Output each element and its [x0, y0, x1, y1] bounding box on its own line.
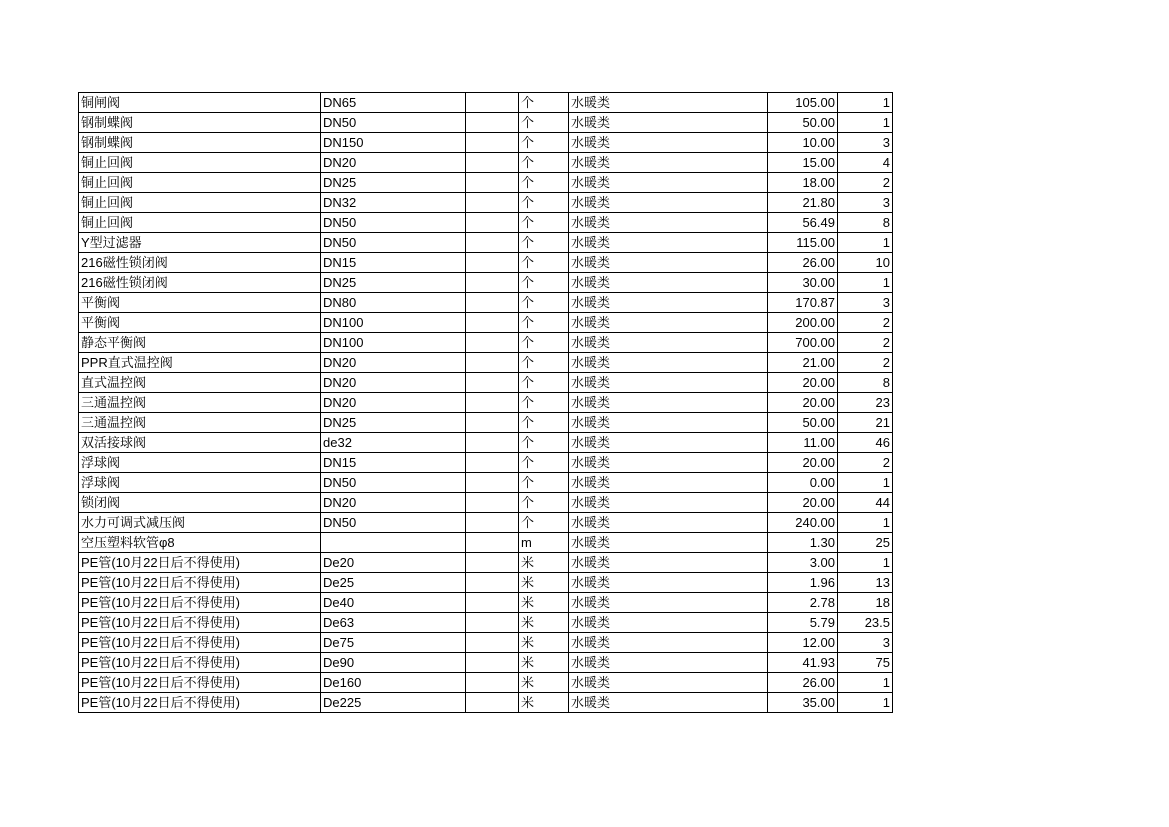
cell-unit[interactable]: 个 — [519, 333, 569, 353]
cell-unit[interactable]: 个 — [519, 153, 569, 173]
cell-spec[interactable]: DN80 — [321, 293, 466, 313]
cell-category[interactable]: 水暖类 — [569, 173, 768, 193]
cell-blank[interactable] — [466, 173, 519, 193]
cell-spec[interactable]: DN100 — [321, 333, 466, 353]
cell-price[interactable]: 200.00 — [768, 313, 838, 333]
cell-quantity[interactable]: 1 — [838, 673, 893, 693]
cell-blank[interactable] — [466, 593, 519, 613]
cell-price[interactable]: 700.00 — [768, 333, 838, 353]
cell-spec[interactable]: De90 — [321, 653, 466, 673]
cell-unit[interactable]: 米 — [519, 673, 569, 693]
cell-spec[interactable]: DN20 — [321, 153, 466, 173]
cell-category[interactable]: 水暖类 — [569, 153, 768, 173]
cell-unit[interactable]: 个 — [519, 93, 569, 113]
cell-name[interactable]: 锁闭阀 — [79, 493, 321, 513]
cell-name[interactable]: 空压塑料软管φ8 — [79, 533, 321, 553]
cell-price[interactable]: 1.96 — [768, 573, 838, 593]
cell-price[interactable]: 170.87 — [768, 293, 838, 313]
table-row[interactable] — [79, 653, 893, 673]
cell-unit[interactable]: 米 — [519, 693, 569, 713]
cell-category[interactable]: 水暖类 — [569, 573, 768, 593]
cell-category[interactable]: 水暖类 — [569, 293, 768, 313]
cell-price[interactable]: 50.00 — [768, 113, 838, 133]
cell-price[interactable]: 56.49 — [768, 213, 838, 233]
cell-unit[interactable]: 个 — [519, 513, 569, 533]
table-row[interactable] — [79, 673, 893, 693]
cell-spec[interactable]: DN100 — [321, 313, 466, 333]
cell-spec[interactable]: de32 — [321, 433, 466, 453]
table-row[interactable] — [79, 213, 893, 233]
table-row[interactable] — [79, 413, 893, 433]
cell-category[interactable]: 水暖类 — [569, 413, 768, 433]
cell-unit[interactable]: 个 — [519, 373, 569, 393]
table-row[interactable] — [79, 453, 893, 473]
cell-blank[interactable] — [466, 473, 519, 493]
cell-blank[interactable] — [466, 653, 519, 673]
table-row[interactable] — [79, 633, 893, 653]
cell-category[interactable]: 水暖类 — [569, 233, 768, 253]
cell-price[interactable]: 21.00 — [768, 353, 838, 373]
table-body — [79, 93, 893, 713]
cell-spec[interactable]: DN50 — [321, 233, 466, 253]
cell-quantity[interactable]: 3 — [838, 633, 893, 653]
table-row[interactable] — [79, 553, 893, 573]
cell-price[interactable]: 11.00 — [768, 433, 838, 453]
cell-unit[interactable]: 个 — [519, 193, 569, 213]
cell-price[interactable]: 26.00 — [768, 253, 838, 273]
cell-quantity[interactable]: 2 — [838, 453, 893, 473]
cell-name[interactable]: 216磁性锁闭阀 — [79, 253, 321, 273]
cell-unit[interactable]: 个 — [519, 393, 569, 413]
cell-name[interactable]: PE管(10月22日后不得使用) — [79, 653, 321, 673]
cell-category[interactable]: 水暖类 — [569, 113, 768, 133]
cell-blank[interactable] — [466, 113, 519, 133]
cell-spec[interactable]: DN50 — [321, 213, 466, 233]
table-row[interactable] — [79, 353, 893, 373]
cell-spec[interactable]: DN50 — [321, 473, 466, 493]
cell-category[interactable]: 水暖类 — [569, 693, 768, 713]
cell-spec[interactable]: DN150 — [321, 133, 466, 153]
cell-quantity[interactable]: 75 — [838, 653, 893, 673]
cell-name[interactable]: 双活接球阀 — [79, 433, 321, 453]
cell-category[interactable]: 水暖类 — [569, 193, 768, 213]
cell-category[interactable]: 水暖类 — [569, 253, 768, 273]
cell-name[interactable]: 铜止回阀 — [79, 193, 321, 213]
table-row[interactable] — [79, 293, 893, 313]
cell-unit[interactable]: 个 — [519, 113, 569, 133]
table-row[interactable] — [79, 113, 893, 133]
cell-blank[interactable] — [466, 313, 519, 333]
cell-price[interactable]: 41.93 — [768, 653, 838, 673]
table-row[interactable] — [79, 93, 893, 113]
cell-price[interactable]: 115.00 — [768, 233, 838, 253]
table-row[interactable] — [79, 253, 893, 273]
cell-quantity[interactable]: 2 — [838, 173, 893, 193]
cell-price[interactable]: 50.00 — [768, 413, 838, 433]
cell-unit[interactable]: 个 — [519, 353, 569, 373]
table-row[interactable] — [79, 193, 893, 213]
cell-quantity[interactable]: 1 — [838, 113, 893, 133]
cell-blank[interactable] — [466, 613, 519, 633]
cell-name[interactable]: PE管(10月22日后不得使用) — [79, 553, 321, 573]
table-row[interactable] — [79, 393, 893, 413]
table-row[interactable] — [79, 493, 893, 513]
cell-blank[interactable] — [466, 513, 519, 533]
cell-quantity[interactable]: 1 — [838, 233, 893, 253]
cell-price[interactable]: 12.00 — [768, 633, 838, 653]
cell-spec[interactable]: DN20 — [321, 493, 466, 513]
cell-quantity[interactable]: 10 — [838, 253, 893, 273]
cell-spec[interactable]: DN25 — [321, 273, 466, 293]
table-row[interactable] — [79, 693, 893, 713]
cell-price[interactable]: 1.30 — [768, 533, 838, 553]
cell-unit[interactable]: 个 — [519, 133, 569, 153]
cell-quantity[interactable]: 3 — [838, 133, 893, 153]
cell-quantity[interactable]: 1 — [838, 93, 893, 113]
table-row[interactable] — [79, 133, 893, 153]
cell-unit[interactable]: 个 — [519, 253, 569, 273]
cell-blank[interactable] — [466, 193, 519, 213]
cell-spec[interactable]: DN25 — [321, 413, 466, 433]
cell-quantity[interactable]: 1 — [838, 513, 893, 533]
cell-category[interactable]: 水暖类 — [569, 93, 768, 113]
table-row[interactable] — [79, 313, 893, 333]
table-row[interactable] — [79, 433, 893, 453]
cell-quantity[interactable]: 44 — [838, 493, 893, 513]
spreadsheet-area — [78, 92, 892, 713]
cell-category[interactable]: 水暖类 — [569, 613, 768, 633]
cell-name[interactable]: 铜止回阀 — [79, 173, 321, 193]
cell-category[interactable]: 水暖类 — [569, 353, 768, 373]
cell-name[interactable]: PE管(10月22日后不得使用) — [79, 613, 321, 633]
cell-name[interactable]: 三通温控阀 — [79, 393, 321, 413]
cell-quantity[interactable]: 21 — [838, 413, 893, 433]
cell-quantity[interactable]: 2 — [838, 333, 893, 353]
cell-price[interactable]: 105.00 — [768, 93, 838, 113]
cell-spec[interactable]: De20 — [321, 553, 466, 573]
cell-spec[interactable]: DN32 — [321, 193, 466, 213]
cell-category[interactable]: 水暖类 — [569, 673, 768, 693]
cell-spec[interactable] — [321, 533, 466, 553]
cell-name[interactable]: 浮球阀 — [79, 473, 321, 493]
table-row[interactable] — [79, 273, 893, 293]
cell-spec[interactable]: DN15 — [321, 453, 466, 473]
cell-blank[interactable] — [466, 333, 519, 353]
cell-spec[interactable]: De75 — [321, 633, 466, 653]
cell-name[interactable]: 铜闸阀 — [79, 93, 321, 113]
cell-name[interactable]: PE管(10月22日后不得使用) — [79, 573, 321, 593]
cell-blank[interactable] — [466, 633, 519, 653]
cell-price[interactable]: 30.00 — [768, 273, 838, 293]
cell-quantity[interactable]: 23 — [838, 393, 893, 413]
cell-name[interactable]: 铜止回阀 — [79, 213, 321, 233]
cell-price[interactable]: 26.00 — [768, 673, 838, 693]
cell-quantity[interactable]: 18 — [838, 593, 893, 613]
table-row[interactable] — [79, 333, 893, 353]
cell-price[interactable]: 3.00 — [768, 553, 838, 573]
cell-unit[interactable]: 米 — [519, 653, 569, 673]
table-row[interactable] — [79, 613, 893, 633]
cell-quantity[interactable]: 13 — [838, 573, 893, 593]
cell-blank[interactable] — [466, 233, 519, 253]
cell-category[interactable]: 水暖类 — [569, 473, 768, 493]
cell-price[interactable]: 18.00 — [768, 173, 838, 193]
cell-spec[interactable]: DN20 — [321, 393, 466, 413]
cell-quantity[interactable]: 23.5 — [838, 613, 893, 633]
cell-blank[interactable] — [466, 133, 519, 153]
table-row[interactable] — [79, 473, 893, 493]
cell-name[interactable]: 钢制蝶阀 — [79, 133, 321, 153]
cell-name[interactable]: PE管(10月22日后不得使用) — [79, 693, 321, 713]
cell-name[interactable]: PE管(10月22日后不得使用) — [79, 673, 321, 693]
cell-name[interactable]: 水力可调式减压阀 — [79, 513, 321, 533]
cell-name[interactable]: PE管(10月22日后不得使用) — [79, 593, 321, 613]
cell-blank[interactable] — [466, 153, 519, 173]
cell-blank[interactable] — [466, 573, 519, 593]
cell-price[interactable]: 20.00 — [768, 493, 838, 513]
cell-quantity[interactable]: 3 — [838, 293, 893, 313]
cell-quantity[interactable]: 1 — [838, 273, 893, 293]
cell-spec[interactable]: De225 — [321, 693, 466, 713]
cell-unit[interactable]: 米 — [519, 573, 569, 593]
cell-category[interactable]: 水暖类 — [569, 273, 768, 293]
cell-price[interactable]: 35.00 — [768, 693, 838, 713]
table-row[interactable] — [79, 373, 893, 393]
cell-name[interactable]: 三通温控阀 — [79, 413, 321, 433]
cell-unit[interactable]: 个 — [519, 493, 569, 513]
cell-blank[interactable] — [466, 353, 519, 373]
cell-name[interactable]: 216磁性锁闭阀 — [79, 273, 321, 293]
cell-unit[interactable]: 米 — [519, 553, 569, 573]
cell-price[interactable]: 10.00 — [768, 133, 838, 153]
table-row[interactable] — [79, 573, 893, 593]
cell-unit[interactable]: 个 — [519, 453, 569, 473]
cell-category[interactable]: 水暖类 — [569, 633, 768, 653]
cell-name[interactable]: 钢制蝶阀 — [79, 113, 321, 133]
cell-blank[interactable] — [466, 553, 519, 573]
cell-blank[interactable] — [466, 413, 519, 433]
cell-unit[interactable]: 个 — [519, 173, 569, 193]
cell-spec[interactable]: DN50 — [321, 113, 466, 133]
cell-name[interactable]: 平衡阀 — [79, 293, 321, 313]
cell-blank[interactable] — [466, 493, 519, 513]
cell-spec[interactable]: DN20 — [321, 373, 466, 393]
cell-blank[interactable] — [466, 393, 519, 413]
cell-blank[interactable] — [466, 453, 519, 473]
table-row[interactable] — [79, 513, 893, 533]
cell-category[interactable]: 水暖类 — [569, 333, 768, 353]
cell-blank[interactable] — [466, 213, 519, 233]
cell-name[interactable]: 铜止回阀 — [79, 153, 321, 173]
cell-spec[interactable]: De63 — [321, 613, 466, 633]
cell-price[interactable]: 2.78 — [768, 593, 838, 613]
cell-unit[interactable]: 米 — [519, 633, 569, 653]
cell-quantity[interactable]: 1 — [838, 693, 893, 713]
cell-name[interactable]: 浮球阀 — [79, 453, 321, 473]
cell-category[interactable]: 水暖类 — [569, 653, 768, 673]
cell-category[interactable]: 水暖类 — [569, 533, 768, 553]
cell-price[interactable]: 20.00 — [768, 453, 838, 473]
cell-blank[interactable] — [466, 373, 519, 393]
cell-blank[interactable] — [466, 93, 519, 113]
cell-blank[interactable] — [466, 273, 519, 293]
cell-price[interactable]: 15.00 — [768, 153, 838, 173]
cell-name[interactable]: 直式温控阀 — [79, 373, 321, 393]
cell-unit[interactable]: 个 — [519, 413, 569, 433]
cell-unit[interactable]: 个 — [519, 473, 569, 493]
table-row[interactable] — [79, 593, 893, 613]
cell-name[interactable]: Y型过滤器 — [79, 233, 321, 253]
cell-category[interactable]: 水暖类 — [569, 213, 768, 233]
table-row[interactable] — [79, 533, 893, 553]
cell-name[interactable]: 平衡阀 — [79, 313, 321, 333]
cell-unit[interactable]: 米 — [519, 593, 569, 613]
cell-unit[interactable]: 个 — [519, 433, 569, 453]
cell-spec[interactable]: DN15 — [321, 253, 466, 273]
cell-category[interactable]: 水暖类 — [569, 373, 768, 393]
cell-spec[interactable]: De25 — [321, 573, 466, 593]
cell-unit[interactable]: 个 — [519, 233, 569, 253]
cell-quantity[interactable]: 2 — [838, 313, 893, 333]
cell-name[interactable]: 静态平衡阀 — [79, 333, 321, 353]
cell-price[interactable]: 5.79 — [768, 613, 838, 633]
cell-unit[interactable]: 个 — [519, 273, 569, 293]
cell-blank[interactable] — [466, 693, 519, 713]
cell-quantity[interactable]: 8 — [838, 373, 893, 393]
cell-category[interactable]: 水暖类 — [569, 133, 768, 153]
cell-category[interactable]: 水暖类 — [569, 433, 768, 453]
table-row[interactable] — [79, 173, 893, 193]
cell-unit[interactable]: 个 — [519, 313, 569, 333]
cell-name[interactable]: PPR直式温控阀 — [79, 353, 321, 373]
cell-name[interactable]: PE管(10月22日后不得使用) — [79, 633, 321, 653]
cell-category[interactable]: 水暖类 — [569, 593, 768, 613]
cell-spec[interactable]: DN65 — [321, 93, 466, 113]
cell-price[interactable]: 20.00 — [768, 373, 838, 393]
cell-blank[interactable] — [466, 293, 519, 313]
cell-category[interactable]: 水暖类 — [569, 493, 768, 513]
cell-price[interactable]: 20.00 — [768, 393, 838, 413]
cell-spec[interactable]: DN20 — [321, 353, 466, 373]
cell-price[interactable]: 21.80 — [768, 193, 838, 213]
materials-table — [78, 92, 893, 713]
cell-price[interactable]: 240.00 — [768, 513, 838, 533]
table-row[interactable] — [79, 153, 893, 173]
cell-spec[interactable]: De160 — [321, 673, 466, 693]
cell-blank[interactable] — [466, 533, 519, 553]
cell-quantity[interactable]: 1 — [838, 473, 893, 493]
cell-category[interactable]: 水暖类 — [569, 393, 768, 413]
table-row[interactable] — [79, 233, 893, 253]
cell-category[interactable]: 水暖类 — [569, 513, 768, 533]
cell-blank[interactable] — [466, 673, 519, 693]
cell-blank[interactable] — [466, 253, 519, 273]
cell-unit[interactable]: 个 — [519, 213, 569, 233]
cell-quantity[interactable]: 1 — [838, 553, 893, 573]
cell-category[interactable]: 水暖类 — [569, 313, 768, 333]
cell-price[interactable]: 0.00 — [768, 473, 838, 493]
cell-unit[interactable]: 个 — [519, 293, 569, 313]
cell-quantity[interactable]: 4 — [838, 153, 893, 173]
cell-blank[interactable] — [466, 433, 519, 453]
cell-quantity[interactable]: 3 — [838, 193, 893, 213]
cell-unit[interactable]: 米 — [519, 613, 569, 633]
cell-quantity[interactable]: 8 — [838, 213, 893, 233]
cell-category[interactable]: 水暖类 — [569, 453, 768, 473]
cell-quantity[interactable]: 46 — [838, 433, 893, 453]
cell-unit[interactable]: m — [519, 533, 569, 553]
cell-spec[interactable]: DN25 — [321, 173, 466, 193]
cell-spec[interactable]: DN50 — [321, 513, 466, 533]
cell-quantity[interactable]: 2 — [838, 353, 893, 373]
cell-spec[interactable]: De40 — [321, 593, 466, 613]
cell-quantity[interactable]: 25 — [838, 533, 893, 553]
cell-category[interactable]: 水暖类 — [569, 553, 768, 573]
